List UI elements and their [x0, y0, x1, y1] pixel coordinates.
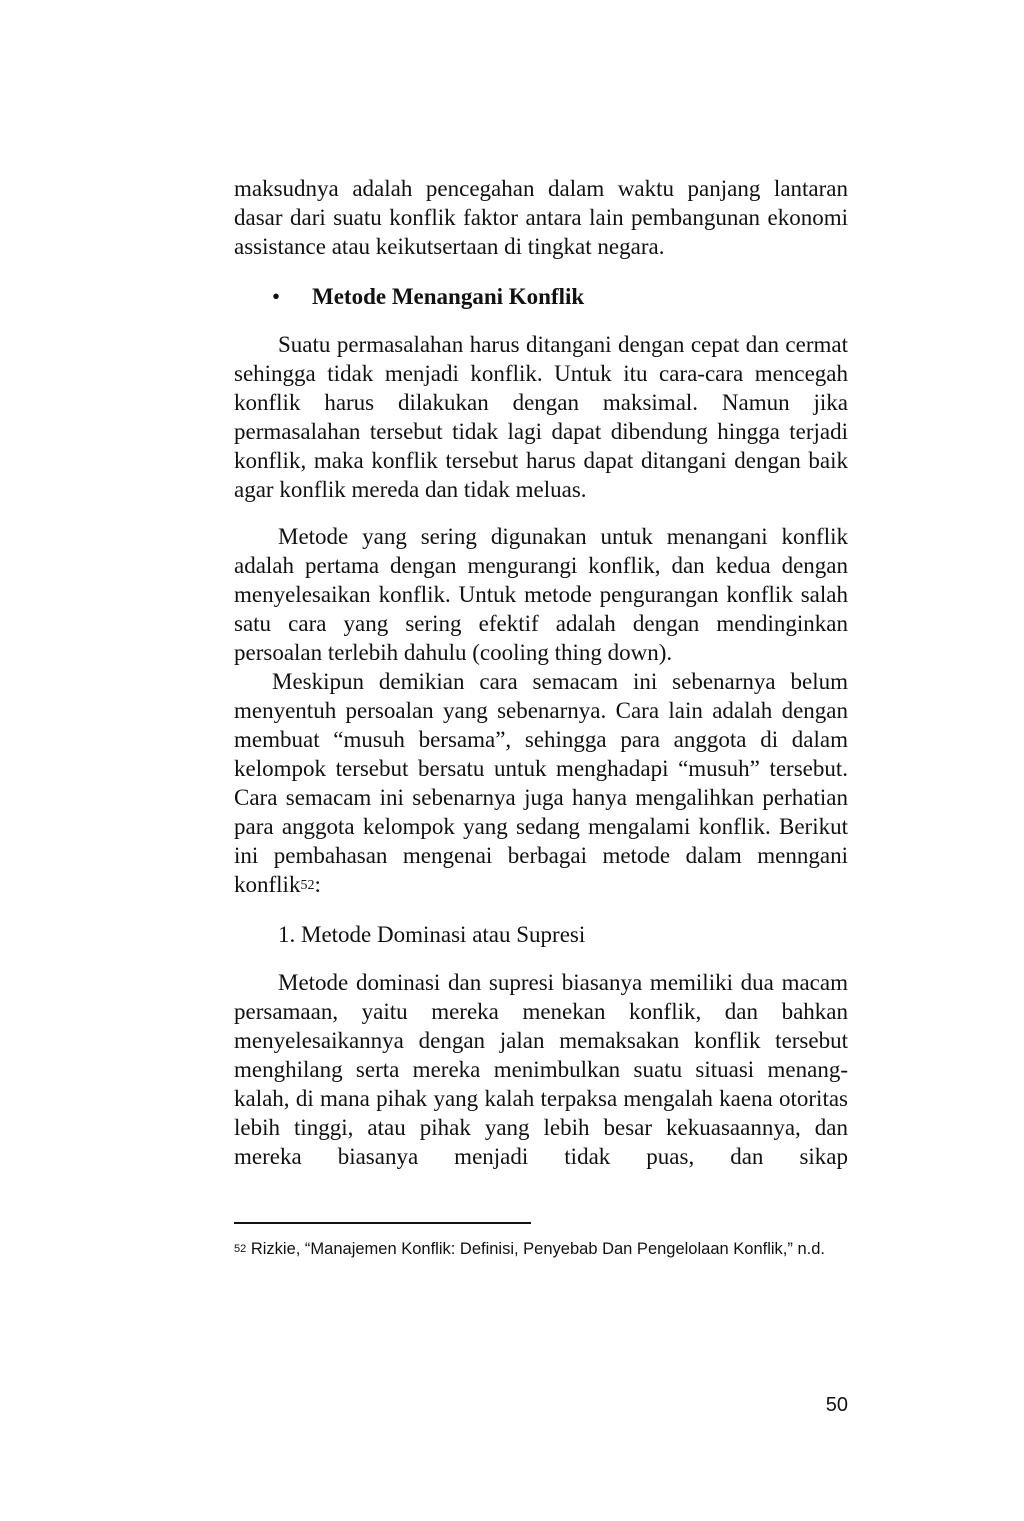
footnote-text: Rizkie, “Manajemen Konflik: Definisi, Penyebab Dan Pengelolaan Konflik,” n.d.	[246, 1240, 825, 1258]
footnote-divider	[234, 1222, 531, 1224]
spacer	[234, 311, 848, 330]
section-heading: Metode Menangani Konflik	[312, 284, 585, 309]
spacer	[234, 261, 848, 282]
section-heading-row	[234, 282, 848, 311]
paragraph-3-text: Meskipun demikian cara semacam ini sebenarnya belum menyentuh persoalan yang sebenarnya. Cara lain adalah dengan membuat “musuh bersama”, sehingga para anggota di dalam kelompok tersebut bersatu untuk menghadapi “musuh” tersebut. Cara semacam ini sebenarnya juga hanya mengalihkan perhatian para anggota kelompok yang sedang mengalami konflik. Berikut ini pembahasan mengenai berbagai metode dalam menngani konflik	[234, 669, 848, 897]
intro-paragraph: maksudnya adalah pencegahan dalam waktu panjang lantaran dasar dari suatu konflik faktor antara lain pembangunan ekonomi assistance atau keikutsertaan di tingkat negara.	[234, 176, 848, 259]
paragraph-4: Metode dominasi dan supresi biasanya memiliki dua macam persamaan, yaitu mereka menekan konflik, dan bahkan menyelesaikannya dengan jalan memaksakan konflik tersebut menghilang serta mereka menimbulkan suatu situasi menang-kalah, di mana pihak yang kalah terpaksa mengalah kaena otoritas lebih tinggi, atau pihak yang lebih besar kekuasaannya, dan mereka biasanya menjadi tidak puas, dan sikap	[234, 970, 848, 1169]
paragraph-1: Suatu permasalahan harus ditangani dengan cepat dan cermat sehingga tidak menjadi konflik. Untuk itu cara-cara mencegah konflik harus dilakukan dengan maksimal. Namun jika permasalahan tersebut tidak lagi dapat dibendung hingga terjadi konflik, maka konflik tersebut harus dapat ditangani dengan baik agar konflik mereda dan tidak meluas.	[234, 332, 848, 502]
spacer	[234, 899, 848, 920]
subheading-1: 1. Metode Dominasi atau Supresi	[278, 922, 586, 947]
footnote-number: 52	[234, 1243, 247, 1255]
footnote-reference[interactable]: 52	[300, 878, 315, 893]
spacer	[234, 949, 848, 968]
paragraph-3-end: :	[314, 872, 321, 897]
paragraph-3	[234, 667, 848, 899]
page-body	[234, 174, 848, 1171]
bullet-icon: •	[272, 284, 281, 309]
footnote	[234, 1236, 834, 1262]
page-number: 50	[825, 1394, 848, 1416]
spacer	[234, 504, 848, 522]
paragraph-2: Metode yang sering digunakan untuk menangani konflik adalah pertama dengan mengurangi konflik, dan kedua dengan menyelesaikan konflik. Untuk metode pengurangan konflik salah satu cara yang sering efektif adalah dengan mendinginkan persoalan terlebih dahulu (cooling thing down).	[234, 524, 848, 665]
